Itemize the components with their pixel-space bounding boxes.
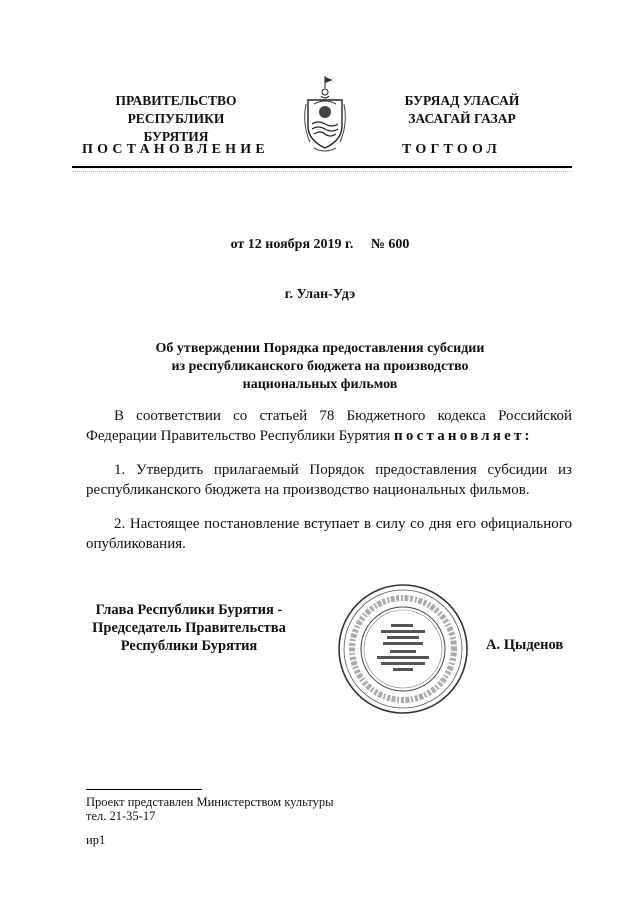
footer-divider [86, 789, 202, 790]
decree-date-number: от 12 ноября 2019 г. № 600 [230, 237, 410, 252]
decree-word: постановляет: [394, 428, 533, 444]
government-title-ru-line2: РЕСПУБЛИКИ БУРЯТИЯ [127, 111, 225, 144]
decree-subject-line1: Об утверждении Порядка предоставления субсидии [155, 341, 485, 356]
decree-city: г. Улан-Удэ [284, 287, 356, 302]
signatory-title-line2: Председатель Правительства [92, 620, 286, 636]
footer-author: Проект представлен Министерством культуры [86, 795, 334, 809]
clause-1-text: 1. Утвердить прилагаемый Порядок предоставления субсидии из республиканского бюджета на производство национальных фильмов. [86, 462, 572, 498]
decree-subject-line3: национальных фильмов [242, 377, 398, 392]
official-seal-icon [335, 582, 471, 716]
government-title-bua-line2: ЗАСАГАЙ ГАЗАР [408, 111, 516, 126]
doc-type-bua: ТОГТООЛ [402, 142, 502, 157]
signatory-name: А. Цыденов [486, 637, 564, 653]
coat-of-arms-icon [300, 74, 350, 156]
government-title-ru [96, 92, 256, 146]
government-title-ru-line1: ПРАВИТЕЛЬСТВО [115, 93, 237, 108]
signatory-title [78, 601, 300, 655]
signatory-title-line1: Глава Республики Бурятия - [95, 602, 283, 618]
government-title-bua [382, 92, 542, 128]
decree-subject [120, 340, 520, 394]
decree-subject-line2: из республиканского бюджета на производство [171, 359, 469, 374]
footer-phone: тел. 21-35-17 [86, 809, 156, 823]
preamble-paragraph [86, 406, 572, 446]
clause-2 [86, 514, 572, 554]
clause-1 [86, 460, 572, 500]
doc-type-ru: ПОСТАНОВЛЕНИЕ [82, 142, 269, 157]
footer-code: ир1 [86, 833, 106, 847]
header-divider-dotted [72, 171, 572, 172]
clause-2-text: 2. Настоящее постановление вступает в силу со дня его официального опубликования. [86, 516, 572, 552]
government-title-bua-line1: БУРЯАД УЛАСАЙ [404, 93, 520, 108]
header-divider [72, 166, 572, 168]
signatory-title-line3: Республики Бурятия [120, 638, 258, 654]
preamble-text: В соответствии со статьей 78 Бюджетного кодекса Российской Федерации Правительство Республики Бурятия [86, 408, 572, 444]
